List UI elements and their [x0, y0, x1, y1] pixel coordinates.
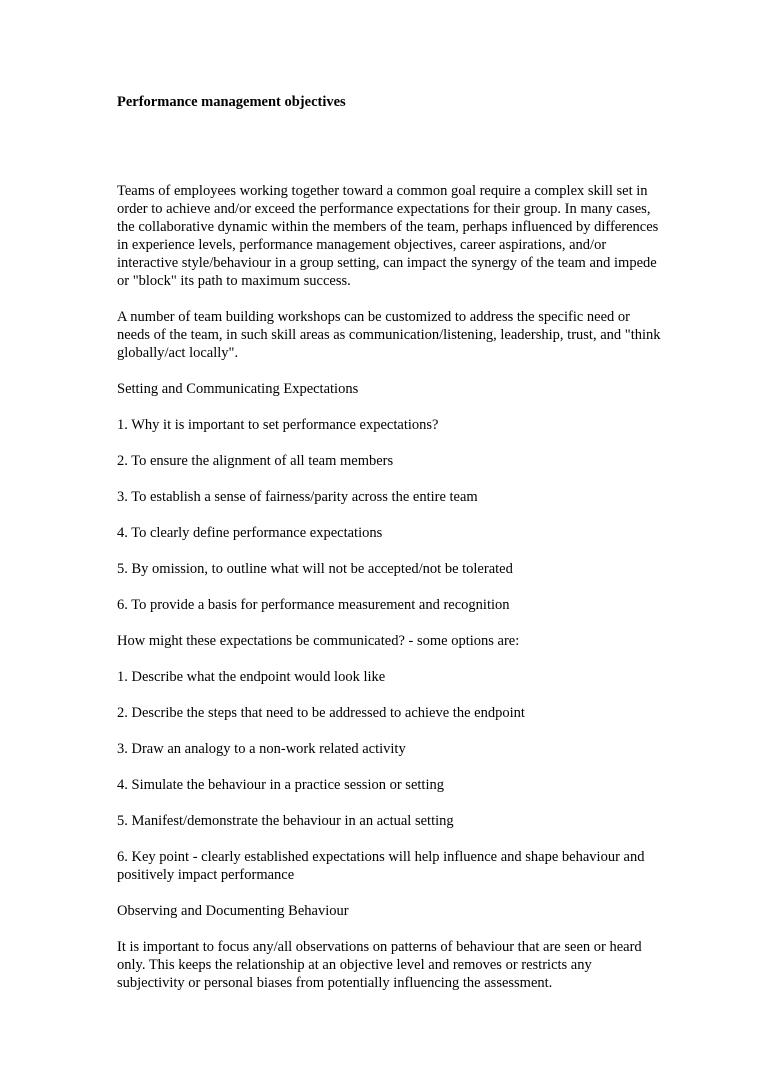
list-item: 3. To establish a sense of fairness/parity across the entire team	[117, 489, 478, 505]
paragraph-workshops: A number of team building workshops can be customized to address the specific need or needs of the team, in such skill areas as communication/listening, leadership, trust, and "think globally/act locally".	[117, 309, 661, 361]
document-body	[117, 182, 662, 1010]
document-title: Performance management objectives	[117, 94, 346, 110]
list-item: 3. Draw an analogy to a non-work related activity	[117, 741, 406, 757]
list-item: 6. Key point - clearly established expectations will help influence and shape behaviour and positively impact performance	[117, 849, 645, 883]
section-question-communication: How might these expectations be communicated? - some options are:	[117, 633, 520, 649]
list-item: 4. To clearly define performance expectations	[117, 525, 383, 541]
section-heading-setting-expectations: Setting and Communicating Expectations	[117, 381, 359, 397]
list-item: 2. Describe the steps that need to be addressed to achieve the endpoint	[117, 705, 525, 721]
paragraph-intro: Teams of employees working together toward a common goal require a complex skill set in order to achieve and/or exceed the performance expectations for their group. In many cases, the collaborative dynamic within the members of the team, perhaps influenced by differences in experience levels, performance management objectives, career aspirations, and/or interactive style/behaviour in a group setting, can impact the synergy of the team and impede or "block" its path to maximum success.	[117, 183, 659, 289]
list-item: 4. Simulate the behaviour in a practice session or setting	[117, 777, 444, 793]
list-item: 5. Manifest/demonstrate the behaviour in an actual setting	[117, 813, 454, 829]
list-item: 1. Describe what the endpoint would look like	[117, 669, 386, 685]
paragraph-observations: It is important to focus any/all observations on patterns of behaviour that are seen or heard only. This keeps the relationship at an objective level and removes or restricts any subjectivity or personal biases from potentially influencing the assessment.	[117, 939, 642, 991]
list-item: 1. Why it is important to set performance expectations?	[117, 417, 439, 433]
section-heading-observing-behaviour: Observing and Documenting Behaviour	[117, 903, 349, 919]
list-item: 2. To ensure the alignment of all team members	[117, 453, 394, 469]
list-item: 5. By omission, to outline what will not be accepted/not be tolerated	[117, 561, 513, 577]
list-item: 6. To provide a basis for performance measurement and recognition	[117, 597, 510, 613]
